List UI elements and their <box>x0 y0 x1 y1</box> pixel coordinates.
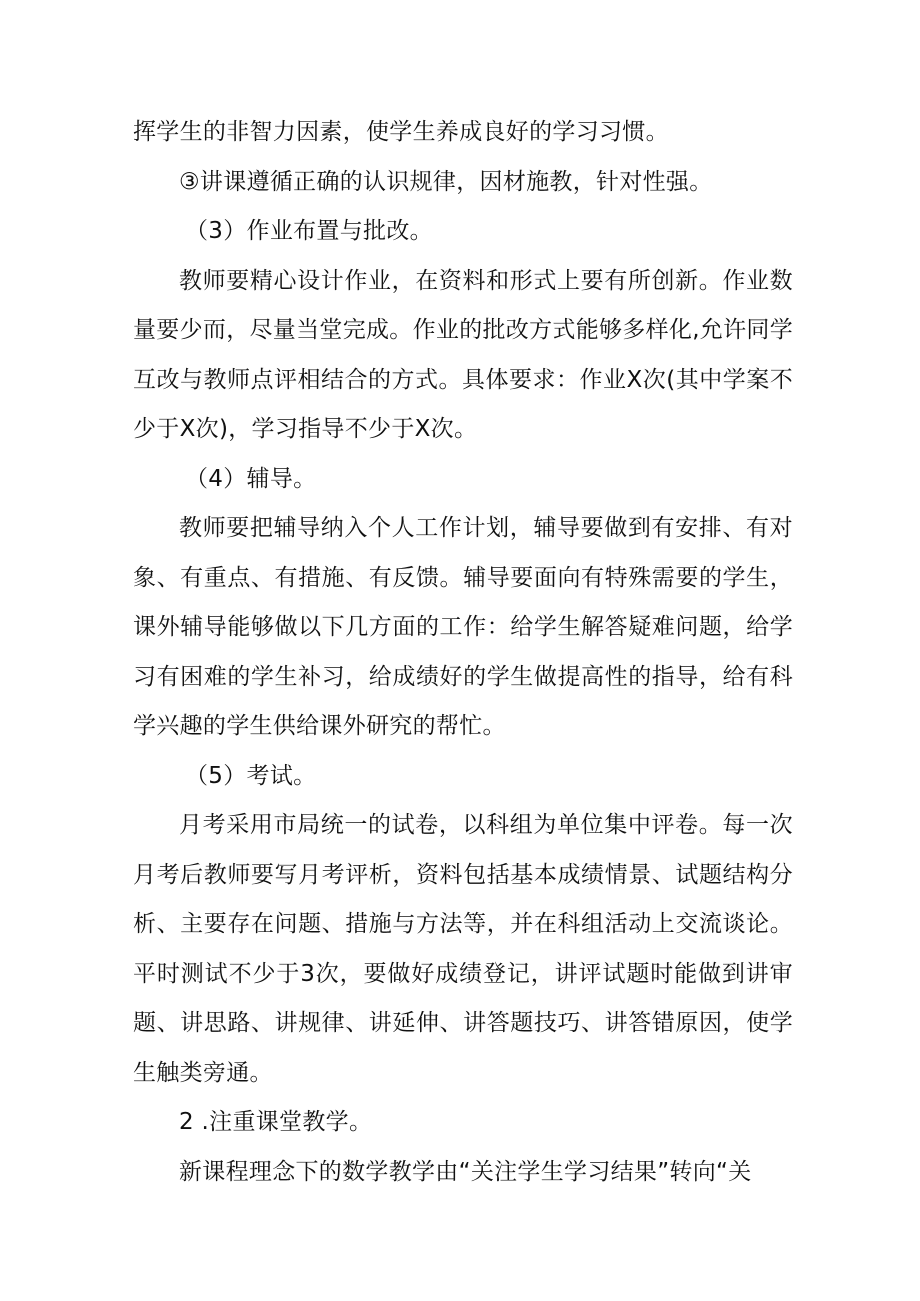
paragraph-continuation: 挥学生的非智力因素，使学生养成良好的学习习惯。 <box>133 119 669 145</box>
section-heading-tutoring: （4）辅导。 <box>185 465 317 492</box>
document-body <box>133 108 793 1197</box>
paragraph-lecture-rule: ③讲课遵循正确的认识规律，因材施教，针对性强。 <box>179 168 713 195</box>
paragraph-exams: 月考采用市局统一的试卷，以科组为单位集中评卷。每一次月考后教师要写月考评析，资料包括基本成绩情景、试题结构分析、主要存在问题、措施与方法等，并在科组活动上交流谈论。平时测试不少于3次，要做好成绩登记，讲评试题时能做到讲审题、讲思路、讲规律、讲延伸、讲答题技巧、讲答错原因，使学生触类旁通。 <box>133 812 793 1086</box>
section-heading-classroom: 2 .注重课堂教学。 <box>179 1109 373 1135</box>
section-heading-homework: （3）作业布置与批改。 <box>185 218 433 244</box>
paragraph-classroom: 新课程理念下的数学教学由“关注学生学习结果”转向“关 <box>179 1158 752 1185</box>
section-heading-exams: （5）考试。 <box>185 762 317 789</box>
paragraph-homework: 教师要精心设计作业，在资料和形式上要有所创新。作业数量要少而，尽量当堂完成。作业的批改方式能够多样化,允许同学互改与教师点评相结合的方式。具体要求：作业X次(其中学案不少于X次)，学习指导不少于X次。 <box>133 267 794 442</box>
paragraph-tutoring: 教师要把辅导纳入个人工作计划，辅导要做到有安排、有对象、有重点、有措施、有反馈。辅导要面向有特殊需要的学生，课外辅导能够做以下几方面的工作：给学生解答疑难问题，给学习有困难的学生补习，给成绩好的学生做提高性的指导，给有科学兴趣的学生供给课外研究的帮忙。 <box>133 515 793 739</box>
